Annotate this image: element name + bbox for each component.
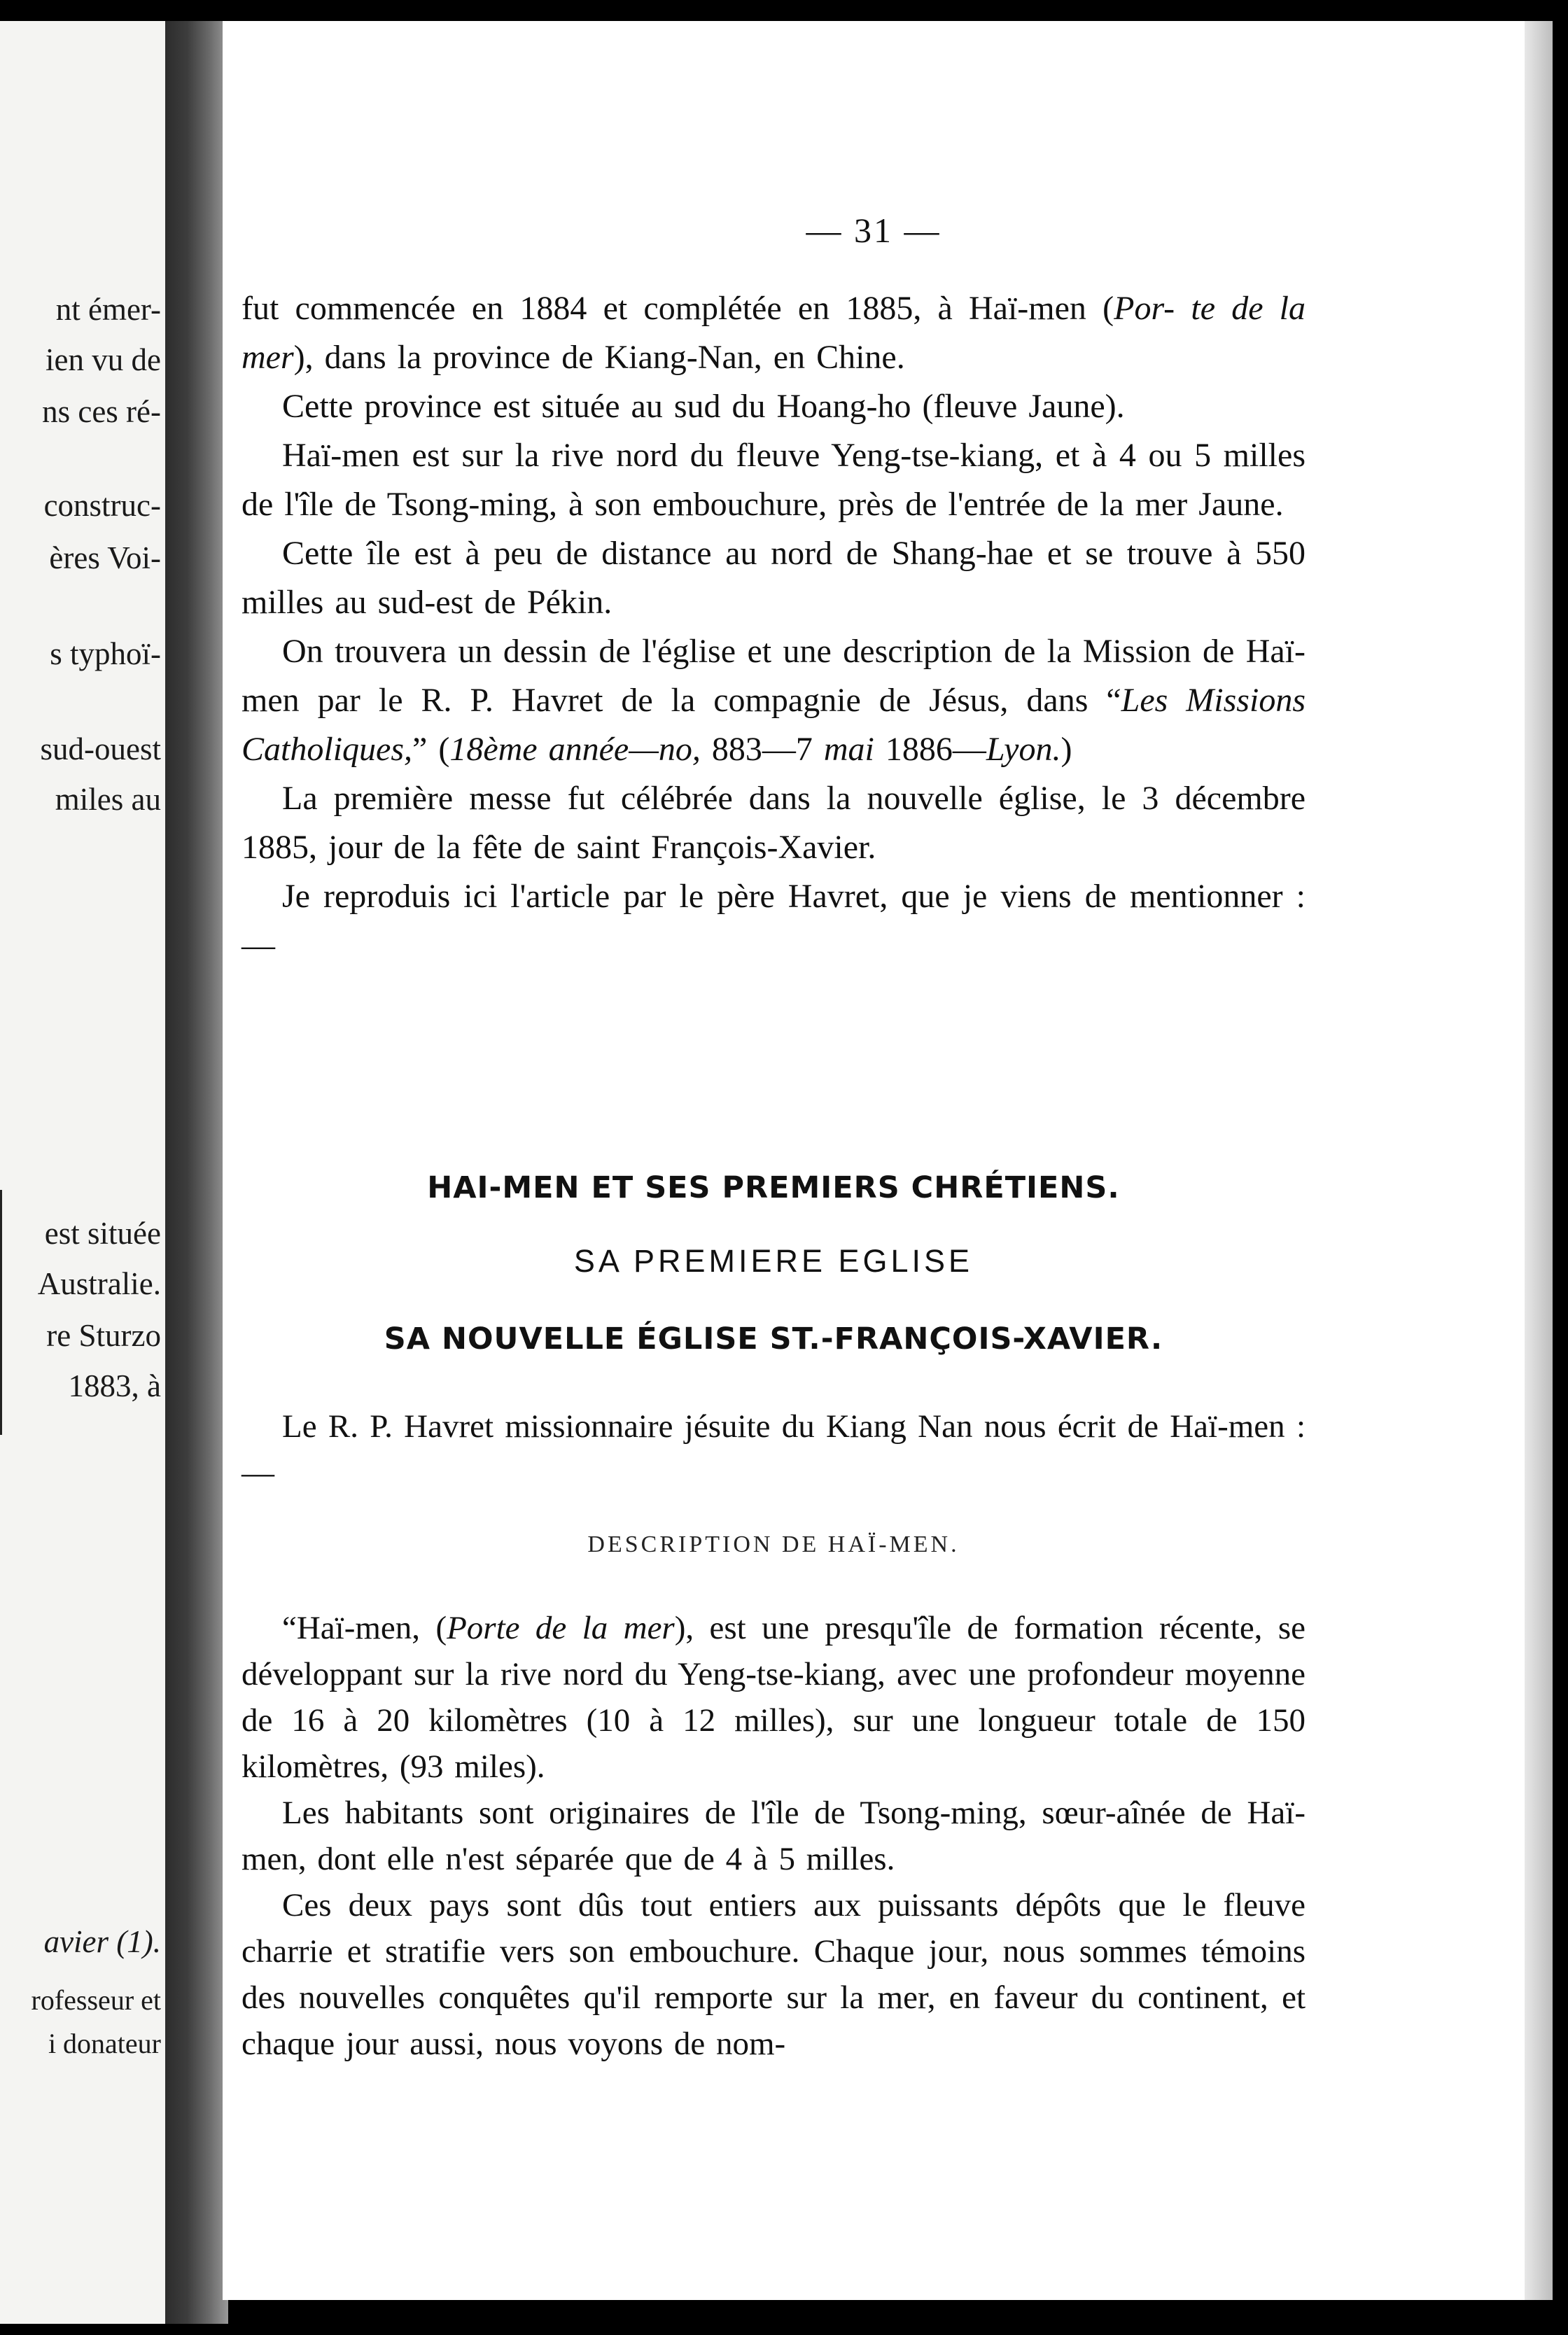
paragraph: Haï-men est sur la rive nord du fleuve Yeng-tse-kiang, et à 4 ou 5 milles de l'île de Tsong-ming, à son embouchure, près de l'entrée de la mer Jaune. [241,437,1306,523]
paragraph: “Haï-men, (Porte de la mer), est une presqu'île de formation récente, se développant sur la rive nord du Yeng-tse-kiang, avec une profondeur moyenne de 16 à 20 kilomètres (10 à 12 milles), sur une longueur totale de 150 kilomètres, (93 miles). [241,1610,1306,1785]
left-fragment-line: avier (1). [43,1924,161,1959]
heading-main: HAI-MEN ET SES PREMIERS CHRÉTIENS. [427,1170,1120,1205]
paragraph: Ces deux pays sont dûs tout entiers aux puissants dépôts que le fleuve charrie et stratifie vers son embouchure. Chaque jour, nous sommes témoins des nouvelles conquêtes qu'il remporte sur la mer, en faveur du continent, et chaque jour aussi, nous voyons de nom- [241,1887,1306,2062]
paragraph: Cette province est située au sud du Hoang-ho (fleuve Jaune). [282,388,1125,425]
paragraph: Cette île est à peu de distance au nord de Shang-hae et se trouve à 550 milles au sud-est de Pékin. [241,535,1306,621]
paragraph: On trouvera un dessin de l'église et une description de la Mission de Haï-men par le R. P. Havret de la compagnie de Jésus, dans “Les Missions Catholiques,” (18ème année—no, 883—7 mai 1886—Lyon.) [241,633,1306,768]
paragraph: Je reproduis ici l'article par le père Havret, que je viens de mentionner :— [241,878,1306,964]
page-edge [1525,21,1553,2300]
left-fragment-line: Australie. [37,1266,161,1301]
left-fragment-line: re Sturzo [46,1318,161,1353]
heading-sub-bold: SA NOUVELLE ÉGLISE ST.-FRANÇOIS-XAVIER. [384,1321,1163,1356]
left-fragment-line: 1883, à [68,1368,161,1403]
page-number: — 31 — [806,211,941,250]
book-spine-shadow [165,21,228,2324]
article-body [241,1605,1306,2067]
paragraph: La première messe fut célébrée dans la nouvelle église, le 3 décembre 1885, jour de la fête de saint François-Xavier. [241,780,1306,866]
left-fragment-line: nt émer- [55,292,161,327]
paragraph: Les habitants sont originaires de l'île de Tsong-ming, sœur-aînée de Haï-men, dont elle n'est séparée que de 4 à 5 milles. [241,1795,1306,1877]
article-intro [241,1403,1306,1496]
paragraph: fut commencée en 1884 et complétée en 1885, à Haï-men (Por- te de la mer), dans la province de Kiang-Nan, en Chine. [241,290,1306,376]
body-text-top [241,284,1306,970]
left-fragment-line: i donateur [48,2028,161,2059]
heading-sub: SA PREMIERE EGLISE [573,1243,974,1279]
paragraph: Le R. P. Havret missionnaire jésuite du Kiang Nan nous écrit de Haï-men :— [241,1408,1306,1491]
left-fragment-line: construc- [43,488,161,523]
left-fragment-line: s typhoï- [50,636,161,671]
section-heading: DESCRIPTION DE HAÏ-MEN. [587,1531,960,1557]
left-fragment-line: sud-ouest [40,731,161,766]
left-fragment-line: ères Voi- [49,540,161,575]
left-fragment-line: ns ces ré- [42,394,161,429]
left-fragment-line: est située [44,1216,161,1251]
main-page [223,21,1525,2300]
left-fragment-line: rofesseur et [31,1984,161,2016]
left-page-fragment [0,21,168,2324]
left-fragment-line: miles au [55,782,161,817]
left-margin-rule [0,1190,2,1435]
left-fragment-line: ien vu de [46,342,161,377]
